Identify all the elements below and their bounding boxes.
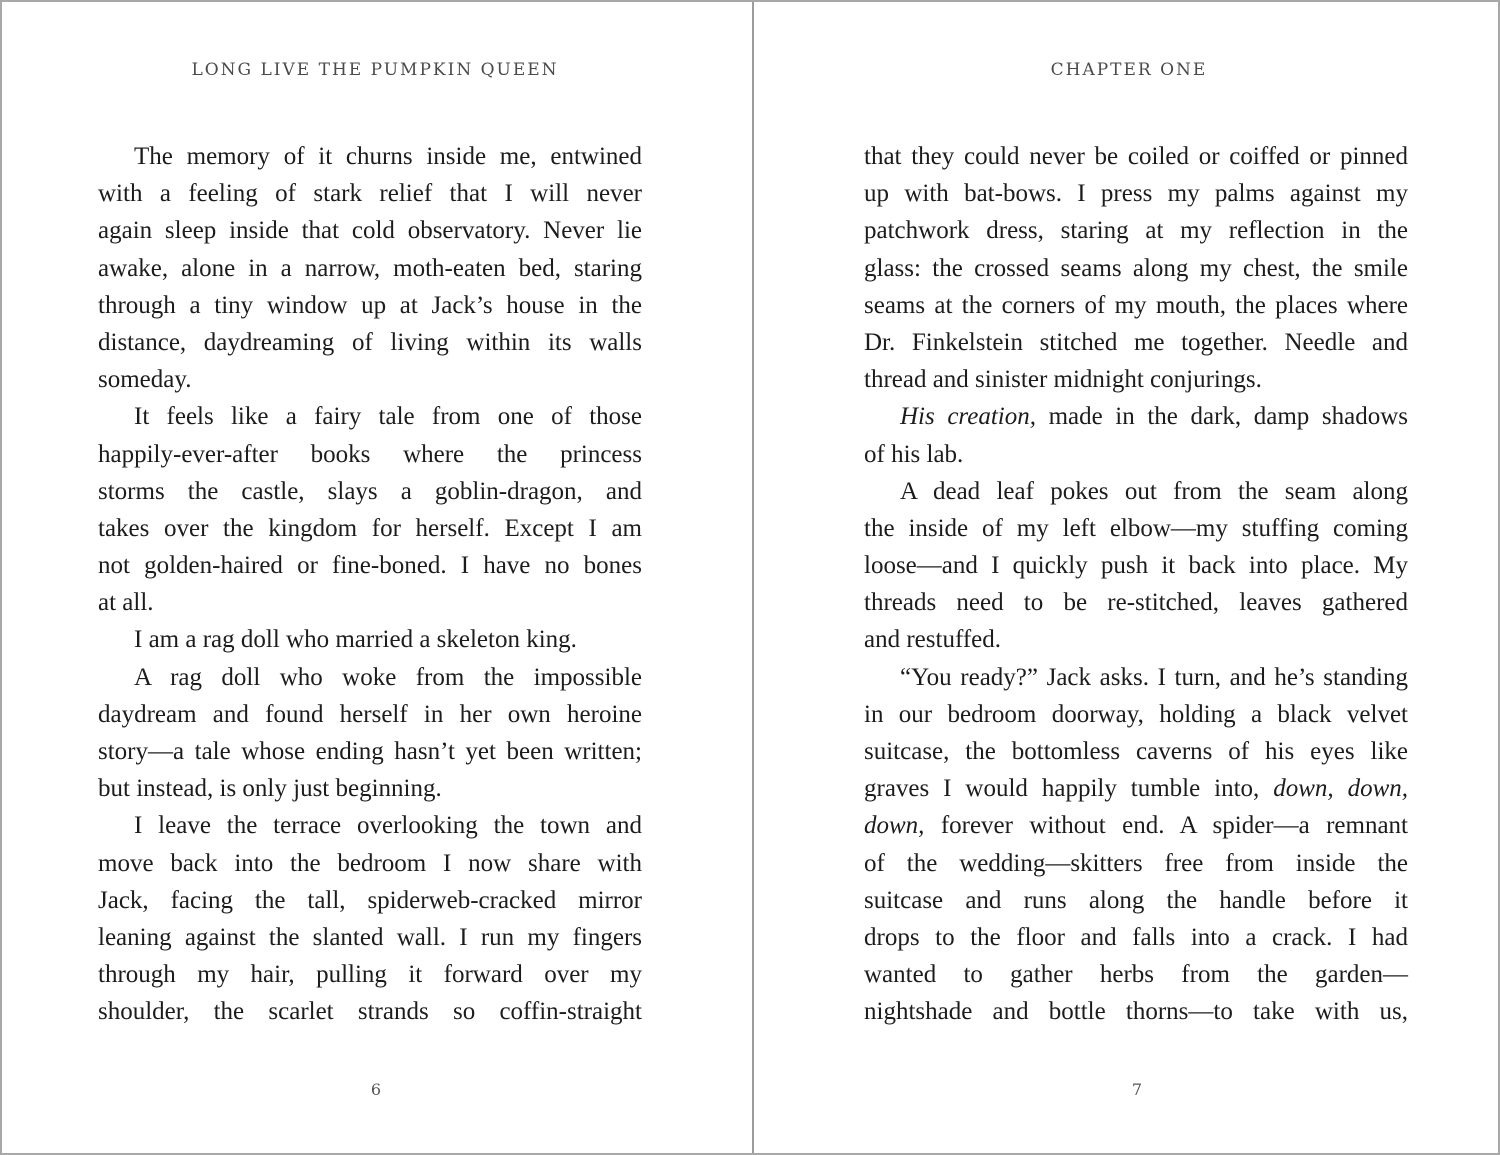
text-line: story—a tale whose ending hasn’t yet been written; (98, 738, 642, 765)
page-number-right: 7 (1131, 1080, 1143, 1099)
text-run: made in the dark, damp shadows (1048, 403, 1409, 431)
text-line: nightshade and bottle thorns—to take with us, (864, 998, 1408, 1026)
text-line: “You ready?” Jack asks. I turn, and he’s standing (900, 663, 1408, 691)
italic-text: down, down, (1273, 775, 1408, 803)
text-line: glass: the crossed seams along my chest, the smile (864, 254, 1408, 282)
text-line: again sleep inside that cold observatory. Never lie (98, 217, 642, 245)
text-line: but instead, is only just beginning. (98, 775, 442, 803)
text-line: I am a rag doll who married a skeleton king. (134, 626, 577, 654)
text-line: of his lab. (864, 440, 964, 468)
text-run: graves I would happily tumble into, (864, 775, 1260, 803)
text-line (864, 807, 1408, 844)
text-line: A dead leaf pokes out from the seam along (900, 477, 1408, 505)
text-line: that they could never be coiled or coiffed or pinned (864, 143, 1408, 170)
text-line: The memory of it churns inside me, entwined (134, 143, 642, 170)
text-line: drops to the floor and falls into a crack. I had (864, 923, 1408, 951)
text-line: thread and sinister midnight conjurings. (864, 366, 1262, 394)
text-line: seams at the corners of my mouth, the places where (864, 291, 1408, 319)
text-line: up with bat-bows. I press my palms against my (864, 180, 1408, 208)
text-line: threads need to be re-stitched, leaves gathered (864, 589, 1408, 617)
text-line: through a tiny window up at Jack’s house in the (98, 291, 642, 319)
text-line (864, 770, 1408, 807)
right-page (754, 2, 1500, 1155)
text-line: patchwork dress, staring at my reflection in the (864, 217, 1408, 245)
text-line: of the wedding—skitters free from inside the (864, 849, 1408, 877)
text-line: move back into the bedroom I now share with (98, 849, 642, 877)
text-line: in our bedroom doorway, holding a black velvet (864, 700, 1408, 728)
text-run: forever without end. A spider—a remnant (940, 812, 1408, 840)
text-line: loose—and I quickly push it back into place. My (864, 552, 1408, 580)
text-line: daydream and found herself in her own heroine (98, 700, 642, 728)
text-line: Dr. Finkelstein stitched me together. Needle and (864, 328, 1408, 356)
text-line: leaning against the slanted wall. I run my fingers (98, 923, 642, 951)
text-line: at all. (98, 589, 154, 617)
text-line: someday. (98, 366, 192, 394)
running-head-right: CHAPTER ONE (1050, 60, 1208, 80)
text-line: awake, alone in a narrow, moth-eaten bed, staring (98, 254, 642, 282)
text-line: and restuffed. (864, 626, 1001, 654)
text-line: suitcase, the bottomless caverns of his eyes like (864, 738, 1408, 765)
text-line: It feels like a fairy tale from one of those (134, 403, 642, 431)
text-line: shoulder, the scarlet strands so coffin-straight (98, 998, 642, 1026)
page-number-left: 6 (370, 1080, 382, 1099)
text-line: suitcase and runs along the handle before it (864, 886, 1408, 914)
italic-text: down, (864, 812, 925, 840)
right-page-body (864, 138, 1408, 1031)
text-line: through my hair, pulling it forward over my (98, 961, 642, 989)
text-line: takes over the kingdom for herself. Except I am (98, 514, 642, 542)
text-line: wanted to gather herbs from the garden— (864, 961, 1408, 989)
left-page-body (98, 138, 642, 1031)
text-line: the inside of my left elbow—my stuffing coming (864, 514, 1408, 542)
text-line (864, 398, 1408, 435)
running-head-left: LONG LIVE THE PUMPKIN QUEEN (191, 60, 559, 80)
text-line: I leave the terrace overlooking the town and (134, 812, 642, 840)
text-line: with a feeling of stark relief that I will never (98, 180, 642, 208)
text-line: happily-ever-after books where the princess (98, 440, 642, 468)
text-line: A rag doll who woke from the impossible (134, 663, 642, 691)
text-line: not golden-haired or fine-boned. I have no bones (98, 552, 642, 580)
text-line: Jack, facing the tall, spiderweb-cracked mirror (98, 886, 642, 914)
text-line: distance, daydreaming of living within its walls (98, 328, 642, 356)
italic-text: His creation, (900, 403, 1036, 431)
left-page (2, 2, 752, 1155)
text-line: storms the castle, slays a goblin-dragon, and (98, 477, 642, 505)
